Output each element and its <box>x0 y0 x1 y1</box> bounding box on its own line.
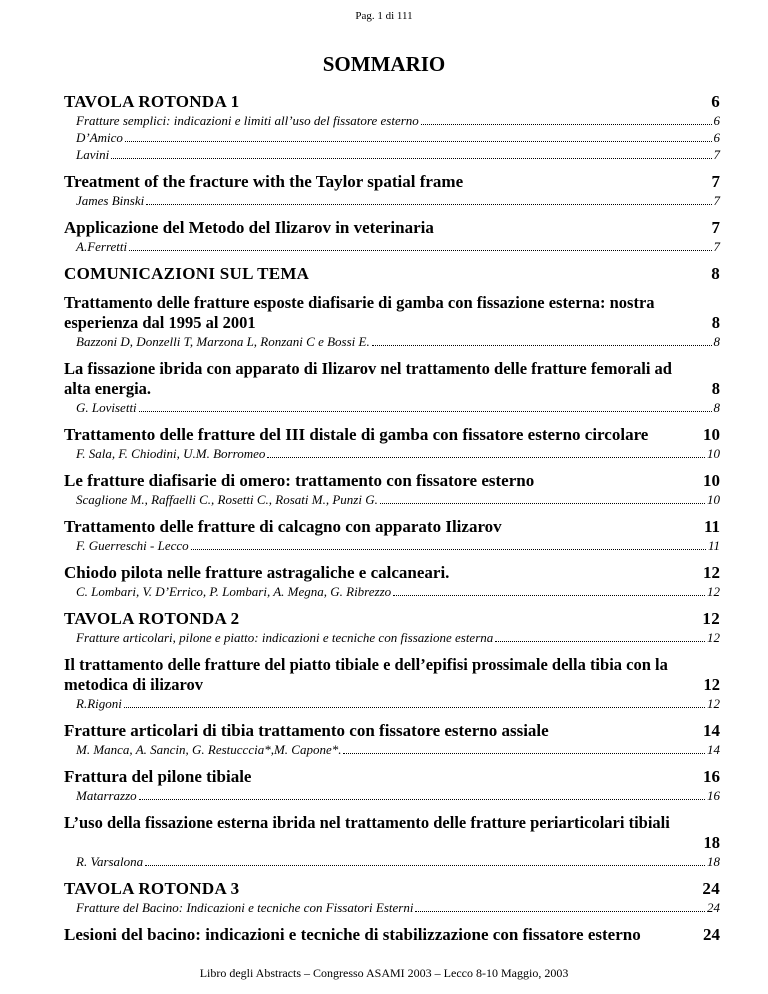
toc-heading-title: TAVOLA ROTONDA 3 <box>64 879 240 898</box>
toc-heading-title: Frattura del pilone tibiale <box>64 767 252 786</box>
toc-subentry-page: 10 <box>707 446 720 461</box>
toc-heading-title-cont: metodica di ilizarov <box>64 675 204 694</box>
toc-subentry[interactable] <box>64 238 720 255</box>
toc-heading-page: 10 <box>703 471 720 490</box>
toc-heading-title: Trattamento delle fratture del III distale di gamba con fissatore esterno circolare <box>64 425 649 444</box>
toc-heading[interactable] <box>64 172 720 192</box>
toc-heading-page: 24 <box>703 925 720 944</box>
toc-heading[interactable] <box>64 563 720 583</box>
toc-heading[interactable] <box>64 813 720 853</box>
toc-section <box>64 609 720 646</box>
toc-heading-title: Lesioni del bacino: indicazioni e tecniche di stabilizzazione con fissatore esterno <box>64 925 641 944</box>
toc-heading-title: TAVOLA ROTONDA 1 <box>64 92 240 111</box>
toc-subentry-page: 6 <box>713 130 720 145</box>
dot-leader <box>129 249 711 251</box>
dot-leader <box>139 410 712 412</box>
toc-section <box>64 471 720 508</box>
toc-heading-title: Fratture articolari di tibia trattamento con fissatore esterno assiale <box>64 721 549 740</box>
toc-subentry-title: F. Sala, F. Chiodini, U.M. Borromeo <box>76 446 266 461</box>
dot-leader <box>267 456 705 458</box>
toc-heading-title: L’uso della fissazione esterna ibrida nel trattamento delle fratture periarticolari tibiali <box>64 813 670 832</box>
dot-leader <box>343 752 705 754</box>
dot-leader <box>146 203 711 205</box>
toc-section <box>64 359 720 416</box>
toc-subentry-title: Bazzoni D, Donzelli T, Marzona L, Ronzani C e Bossi E. <box>76 334 370 349</box>
toc-subentry[interactable] <box>64 787 720 804</box>
toc-subentry-page: 18 <box>707 854 720 869</box>
toc-heading-page: 8 <box>711 313 720 332</box>
toc-heading[interactable] <box>64 425 720 445</box>
toc-section <box>64 879 720 916</box>
dot-leader <box>415 910 705 912</box>
toc-heading-title-cont: esperienza dal 1995 al 2001 <box>64 313 256 332</box>
toc-subentry[interactable] <box>64 491 720 508</box>
toc-heading-line2 <box>64 313 720 333</box>
toc-heading-line2 <box>64 379 720 399</box>
toc-heading-page: 24 <box>702 879 720 898</box>
toc-heading[interactable] <box>64 721 720 741</box>
toc-subentry[interactable] <box>64 853 720 870</box>
toc-heading-title-cont: alta energia. <box>64 379 152 398</box>
toc-section <box>64 563 720 600</box>
toc-heading-title: Chiodo pilota nelle fratture astragaliche e calcaneari. <box>64 563 450 582</box>
table-of-contents <box>64 86 720 945</box>
toc-heading-title: La fissazione ibrida con apparato di Ilizarov nel trattamento delle fratture femorali ad <box>64 359 672 378</box>
toc-section <box>64 655 720 712</box>
toc-subentry-title: Matarrazzo <box>76 788 137 803</box>
dot-leader <box>380 502 705 504</box>
toc-subentry-title: G. Lovisetti <box>76 400 137 415</box>
toc-heading-page: 6 <box>711 92 720 111</box>
toc-subentry-page: 7 <box>713 239 720 254</box>
toc-heading[interactable] <box>64 471 720 491</box>
toc-subentry-title: M. Manca, A. Sancin, G. Restucccia*,M. Capone*. <box>76 742 342 757</box>
toc-heading-title: Treatment of the fracture with the Taylor spatial frame <box>64 172 464 191</box>
toc-subentry[interactable] <box>64 112 720 129</box>
toc-subentry-title: Lavini <box>76 147 110 162</box>
toc-heading[interactable] <box>64 218 720 238</box>
dot-leader <box>125 140 712 142</box>
toc-subentry-page: 6 <box>713 113 720 128</box>
page-title: SOMMARIO <box>322 52 446 76</box>
toc-section <box>64 92 720 163</box>
toc-subentry[interactable] <box>64 333 720 350</box>
toc-subentry-page: 8 <box>713 400 720 415</box>
dot-leader <box>495 640 705 642</box>
toc-subentry[interactable] <box>64 129 720 146</box>
page-header: Pag. 1 di 111 <box>355 10 413 22</box>
toc-subentry[interactable] <box>64 899 720 916</box>
toc-heading-page: 18 <box>703 833 720 852</box>
dot-leader <box>393 594 705 596</box>
toc-heading-title: TAVOLA ROTONDA 2 <box>64 609 240 628</box>
toc-heading-title: Il trattamento delle fratture del piatto tibiale e dell’epifisi prossimale della tibia con la <box>64 655 668 674</box>
toc-heading-line2 <box>64 675 720 695</box>
toc-section <box>64 767 720 804</box>
dot-leader <box>191 548 706 550</box>
toc-heading[interactable] <box>64 293 720 333</box>
toc-subentry-title: Fratture articolari, pilone e piatto: indicazioni e tecniche con fissazione esterna <box>76 630 494 645</box>
toc-subentry-title: D’Amico <box>76 130 123 145</box>
toc-heading[interactable] <box>64 517 720 537</box>
toc-subentry-title: F. Guerreschi - Lecco <box>76 538 189 553</box>
toc-subentry[interactable] <box>64 192 720 209</box>
toc-subentry[interactable] <box>64 695 720 712</box>
toc-heading[interactable] <box>64 879 720 899</box>
toc-subentry-title: R. Varsalona <box>76 854 144 869</box>
toc-section <box>64 218 720 255</box>
toc-heading-page: 10 <box>703 425 720 444</box>
dot-leader <box>139 798 705 800</box>
toc-subentry-title: Scaglione M., Raffaelli C., Rosetti C., Rosati M., Punzi G. <box>76 492 378 507</box>
dot-leader <box>421 123 712 125</box>
toc-heading-title: Le fratture diafisarie di omero: trattamento con fissatore esterno <box>64 471 535 490</box>
toc-subentry-page: 12 <box>707 630 720 645</box>
toc-heading-line2 <box>64 833 720 853</box>
toc-subentry-title: R.Rigoni <box>76 696 122 711</box>
toc-heading-page: 12 <box>703 675 720 694</box>
toc-subentry-page: 7 <box>713 147 720 162</box>
dot-leader <box>372 344 712 346</box>
toc-subentry[interactable] <box>64 399 720 416</box>
toc-heading-title: Trattamento delle fratture esposte diafisarie di gamba con fissazione esterna: nostra <box>64 293 655 312</box>
toc-heading[interactable] <box>64 92 720 112</box>
toc-heading-page: 11 <box>703 517 720 536</box>
toc-subentry-page: 8 <box>713 334 720 349</box>
toc-subentry-title: Fratture semplici: indicazioni e limiti all’uso del fissatore esterno <box>76 113 419 128</box>
toc-subentry[interactable] <box>64 583 720 600</box>
toc-subentry-page: 12 <box>707 696 720 711</box>
dot-leader <box>111 157 711 159</box>
toc-heading[interactable] <box>64 767 720 787</box>
toc-subentry-page: 7 <box>713 193 720 208</box>
toc-subentry-page: 11 <box>707 538 720 553</box>
toc-heading[interactable] <box>64 609 720 629</box>
toc-section <box>64 925 720 945</box>
toc-heading-title: Applicazione del Metodo del Ilizarov in veterinaria <box>64 218 434 237</box>
toc-subentry[interactable] <box>64 741 720 758</box>
toc-subentry-page: 14 <box>707 742 720 757</box>
toc-subentry-title: Fratture del Bacino: Indicazioni e tecniche con Fissatori Esterni <box>76 900 414 915</box>
toc-subentry-page: 12 <box>707 584 720 599</box>
dot-leader <box>124 706 705 708</box>
toc-section <box>64 264 720 284</box>
toc-heading-page: 14 <box>703 721 720 740</box>
toc-section <box>64 721 720 758</box>
toc-subentry[interactable] <box>64 537 720 554</box>
toc-heading-page: 12 <box>703 563 720 582</box>
page-footer: Libro degli Abstracts – Congresso ASAMI 2003 – Lecco 8-10 Maggio, 2003 <box>199 966 569 980</box>
toc-subentry-title: C. Lombari, V. D’Errico, P. Lombari, A. Megna, G. Ribrezzo <box>76 584 392 599</box>
toc-heading[interactable] <box>64 359 720 399</box>
toc-subentry-title: A.Ferretti <box>76 239 128 254</box>
toc-section <box>64 425 720 462</box>
toc-section <box>64 813 720 870</box>
toc-heading-page: 8 <box>711 264 720 283</box>
toc-subentry[interactable] <box>64 146 720 163</box>
toc-subentry-title: James Binski <box>76 193 145 208</box>
toc-section <box>64 293 720 350</box>
toc-heading-page: 16 <box>703 767 720 786</box>
toc-heading-page: 8 <box>711 379 720 398</box>
dot-leader <box>145 864 705 866</box>
toc-heading[interactable] <box>64 925 720 945</box>
toc-heading-page: 7 <box>711 218 720 237</box>
toc-subentry[interactable] <box>64 445 720 462</box>
toc-heading[interactable] <box>64 655 720 695</box>
toc-section <box>64 172 720 209</box>
toc-heading-title: COMUNICAZIONI SUL TEMA <box>64 264 310 283</box>
toc-subentry-page: 10 <box>707 492 720 507</box>
toc-section <box>64 517 720 554</box>
toc-subentry[interactable] <box>64 629 720 646</box>
toc-subentry-page: 24 <box>707 900 720 915</box>
toc-heading-page: 12 <box>702 609 720 628</box>
toc-heading-title: Trattamento delle fratture di calcagno con apparato Ilizarov <box>64 517 502 536</box>
toc-subentry-page: 16 <box>707 788 720 803</box>
toc-heading-page: 7 <box>711 172 720 191</box>
toc-heading[interactable] <box>64 264 720 284</box>
